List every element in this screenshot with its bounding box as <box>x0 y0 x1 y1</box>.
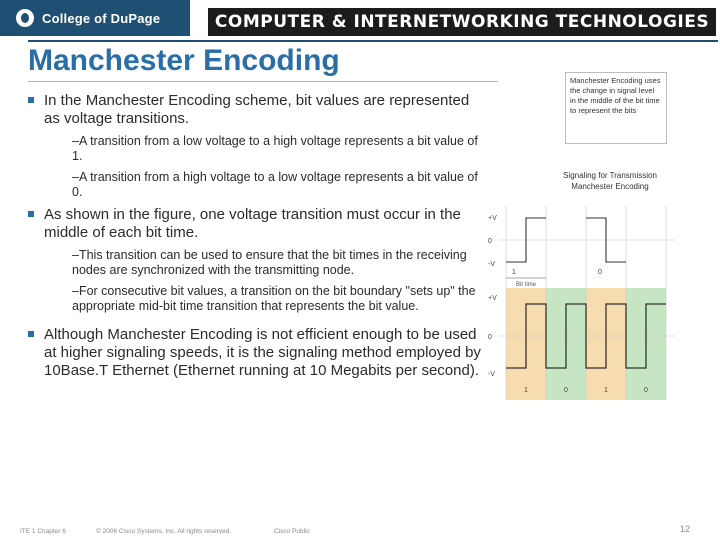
top-plus-v-label: +V <box>488 215 497 222</box>
top-bit-one-label: 1 <box>512 269 516 276</box>
footer-classification: Cisco Public <box>274 528 310 535</box>
bit-time-label: Bit time <box>516 282 537 288</box>
top-minus-v-label: -V <box>488 261 495 268</box>
bit-label-4: 0 <box>644 387 648 394</box>
college-logo <box>0 0 190 36</box>
bit-label-2: 0 <box>564 387 568 394</box>
slide-title: Manchester Encoding <box>28 44 340 77</box>
slide-body <box>28 92 488 386</box>
manchester-signal-figure <box>480 196 700 406</box>
footer-chapter: ITE 1 Chapter 6 <box>20 528 66 535</box>
figure-title-line-1: Signaling for Transmission <box>563 171 657 180</box>
sub-bullet-1-2: –A transition from a high voltage to a low voltage represents a bit value of 0. <box>72 170 478 199</box>
bullet-2: As shown in the figure, one voltage transition must occur in the middle of each bit time. <box>28 206 488 242</box>
figure-title-line-2: Manchester Encoding <box>571 182 649 191</box>
bit-label-1: 1 <box>524 387 528 394</box>
figure-callout: Manchester Encoding uses the change in signal level in the middle of the bit time to represent the bits <box>565 72 667 144</box>
header <box>0 0 720 40</box>
page-number: 12 <box>680 524 691 534</box>
sub-bullet-2-2: –For consecutive bit values, a transition on the bit boundary "sets up" the appropriate mid-bit time transition that represents the bit value. <box>72 284 476 313</box>
top-bit-zero-label: 0 <box>598 269 602 276</box>
header-divider <box>28 40 718 42</box>
sub-bullet-2-1: –This transition can be used to ensure that the bit times in the receiving nodes are synchronized with the transmitting node. <box>72 248 467 277</box>
program-banner-title: COMPUTER & INTERNETWORKING TECHNOLOGIES <box>214 12 710 32</box>
bullet-3: Although Manchester Encoding is not efficient enough to be used at higher signaling speeds, it is the signaling method employed by 10Base.T Ethernet (Ethernet running at 10 Megabits per second). <box>28 326 488 380</box>
bullet-1: In the Manchester Encoding scheme, bit values are represented as voltage transitions. <box>28 92 488 128</box>
bottom-zero-label: 0 <box>488 334 492 341</box>
sub-bullet-1-1: –A transition from a low voltage to a high voltage represents a bit value of 1. <box>72 134 478 163</box>
bit-label-3: 1 <box>604 387 608 394</box>
program-banner <box>208 8 716 36</box>
bottom-minus-v-label: -V <box>488 371 495 378</box>
college-logo-icon <box>16 9 34 27</box>
figure-title <box>520 170 700 192</box>
college-name: College of DuPage <box>42 10 161 26</box>
top-zero-label: 0 <box>488 238 492 245</box>
title-divider <box>28 81 498 82</box>
bottom-plus-v-label: +V <box>488 295 497 302</box>
footer-copyright: © 2006 Cisco Systems, Inc. All rights reserved. <box>96 528 232 535</box>
